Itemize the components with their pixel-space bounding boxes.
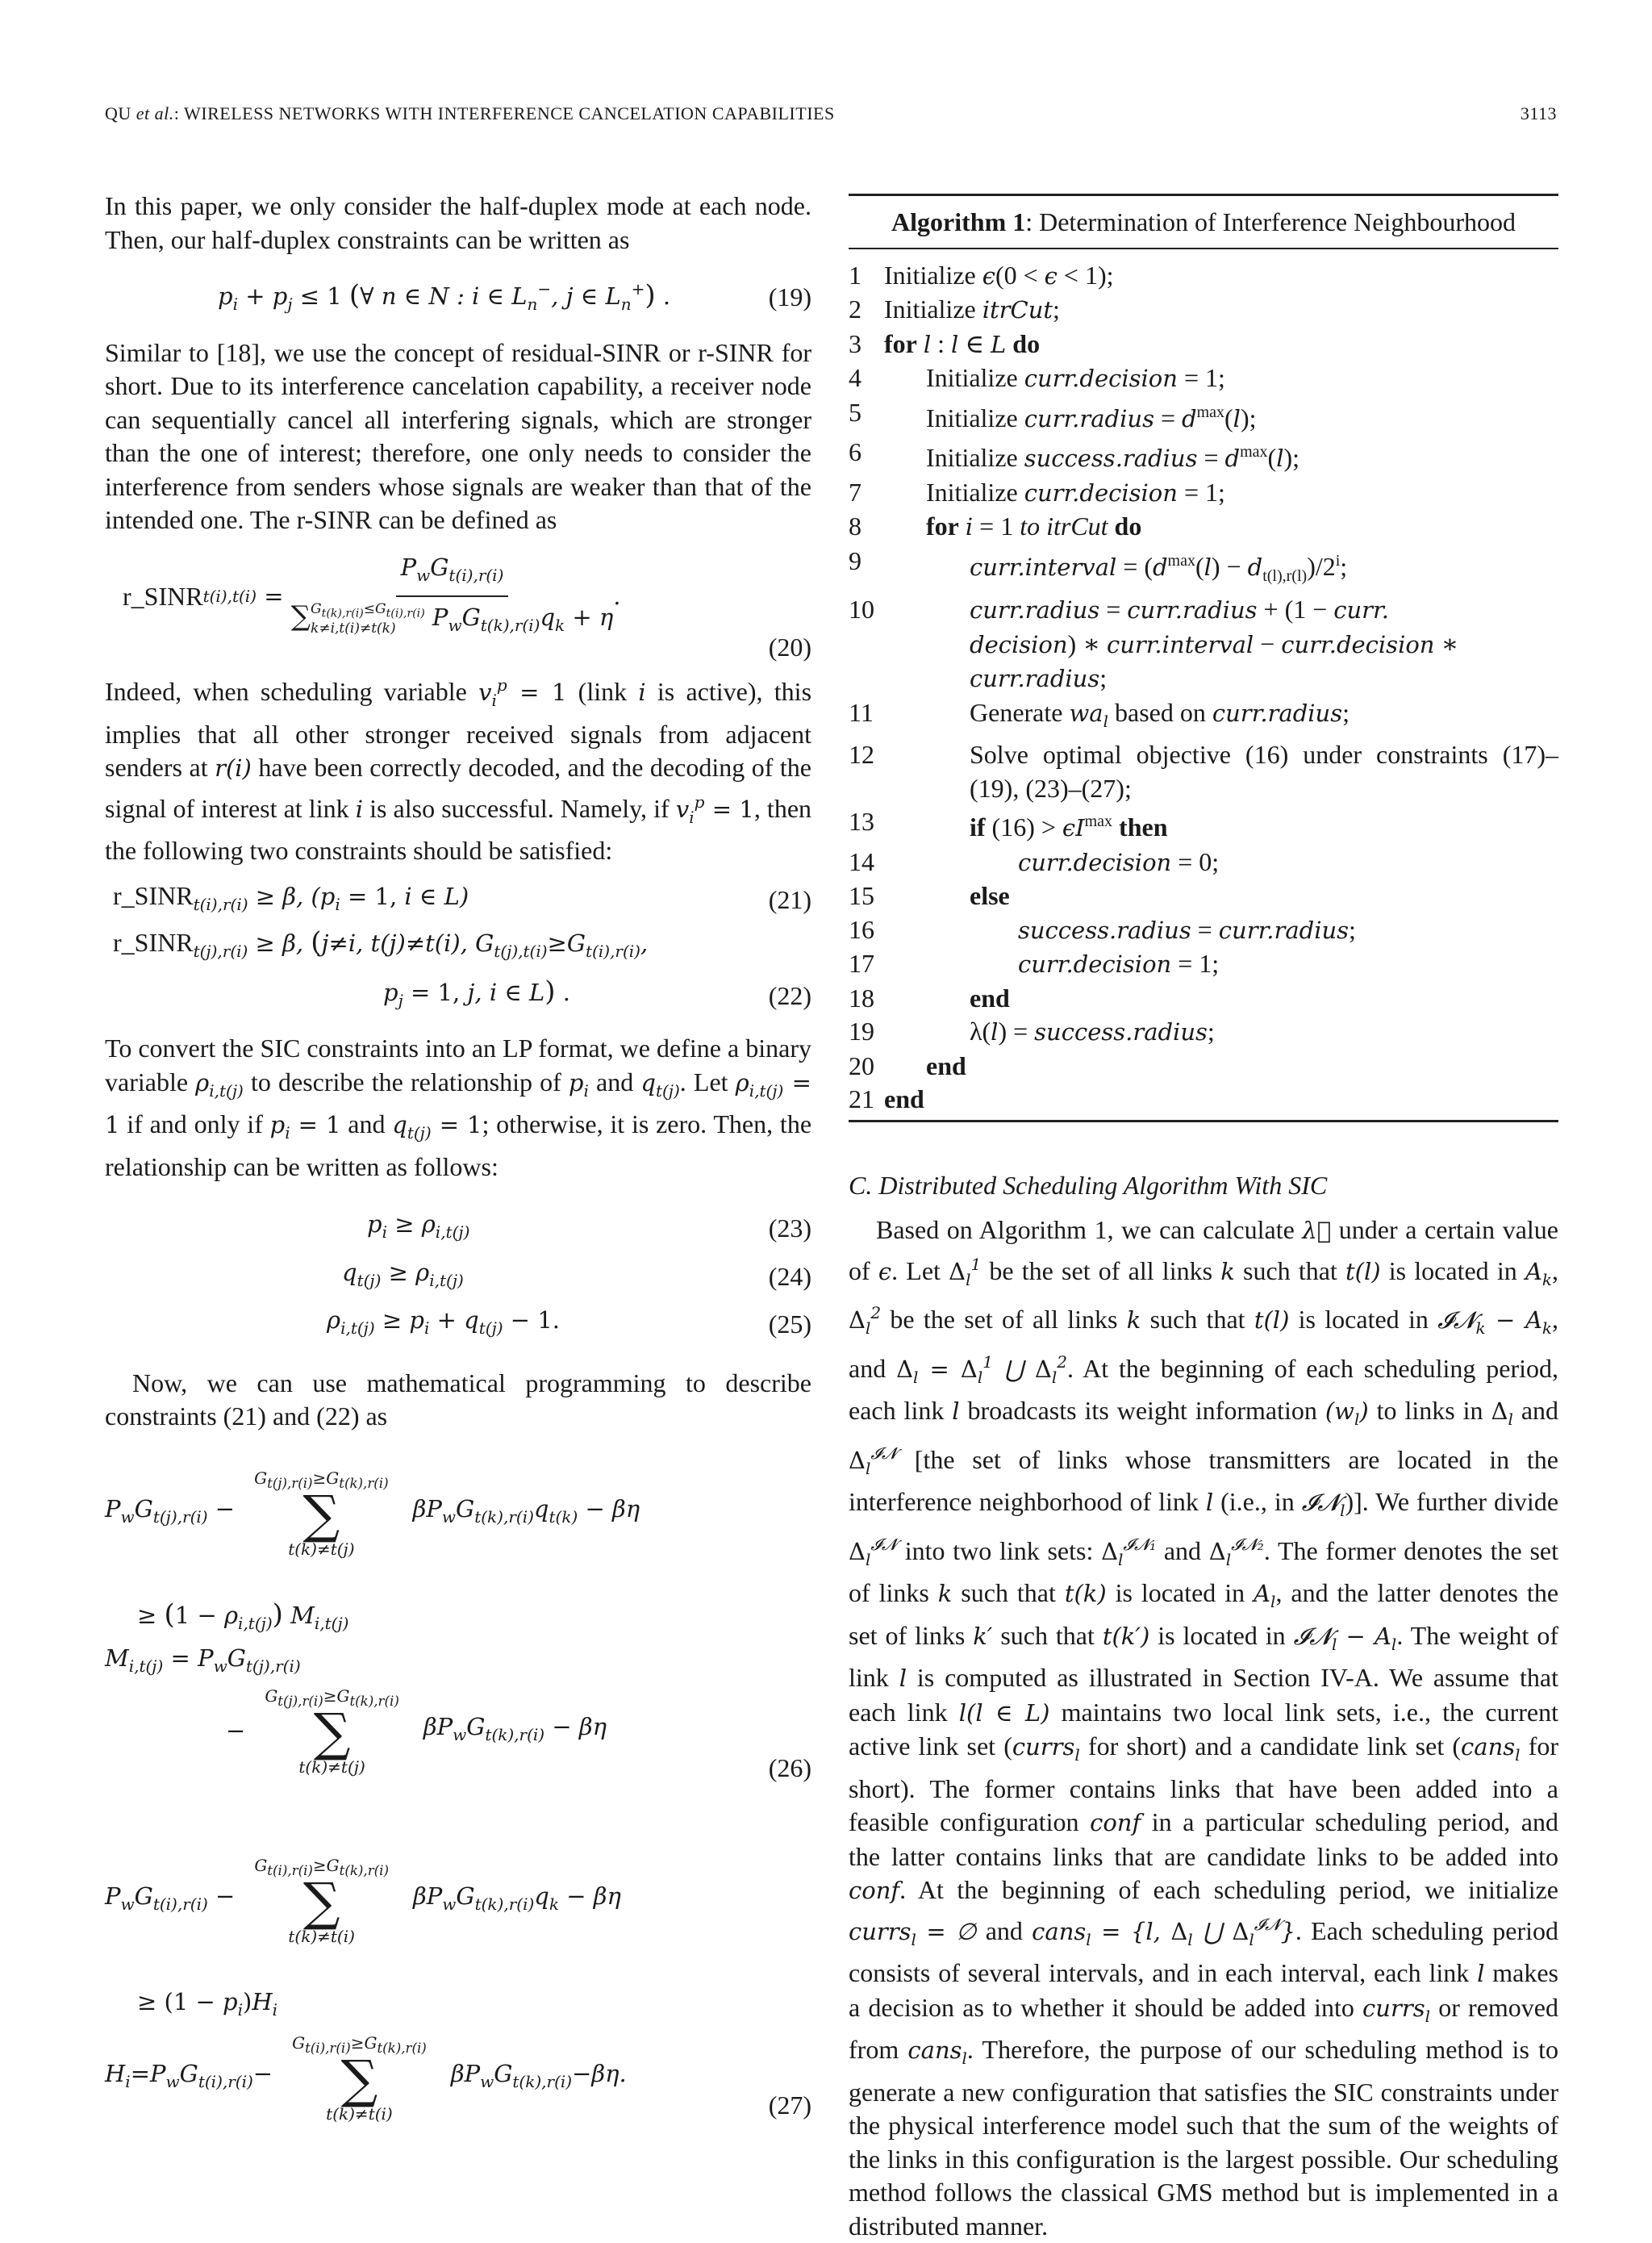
algorithm-line: 15 else [849,881,1010,910]
equation-19 [105,273,811,322]
algorithm-line: 3 for l : l ∈ L do [849,328,1041,358]
equation-26-line-1: $P_wG_{t(j),r(i)}$ − $G_{t(j),r(i)}\ge G_{t(k),r(i)}$ ∑ t(k)≠t(j) $\beta P_wG_{t(k),r(i)}q_{t(k)} - \beta\eta$ [105,1468,640,1559]
equation-27-line-2: ≥ $(1 - p_i)H_i$ [137,1987,278,2020]
equation-21-body: $r\_SINR_{t(i),r(i)} \ge \beta$, ($p_i = 1$, i ∈ L) [113,880,469,914]
equation-26-line-2: ≥ $(1 - \rho_{i,t(j)})$ $M_{i,t(j)}$ [137,1598,349,1633]
algorithm-line: 10 curr.radius = curr.radius + (1 − curr. decision) ∗ curr.interval − curr.decision ∗ curr.radius; [849,595,1459,692]
algorithm-line: 4 Initialize curr.decision = 1; [849,363,1225,392]
header-author: QU [105,103,131,123]
algorithm-line: 12 Solve optimal objective (16) under constraints (17)–(19), (23)–(27); [849,740,1558,803]
algorithm-line: 19 λ(l) = success.radius; [849,1017,1215,1046]
equation-26-line-3: $M_{i,t(j)} = P_wG_{t(j),r(i)}$ [105,1644,301,1676]
algorithm-line: 1 Initialize ϵ(0 < ϵ < 1); [849,260,1114,290]
algorithm-line: 20 end [849,1050,966,1080]
equation-27 [105,1832,811,2155]
equation-27-line-1: $P_wG_{t(i),r(i)}$ − $G_{t(i),r(i)}\ge G_{t(k),r(i)}$ ∑ t(k)≠t(i) $\beta P_wG_{t(k),r(i)}q_k - \beta\eta$ [105,1855,621,1946]
algorithm-line: 11 Generate $wa_l$ based on curr.radius; [849,697,1350,731]
equation-20-body: r_SINR t(i),t(i) = $P_wG_{t(i),r(i)}$ ∑ $G_{t(k),r(i)}\le G_{t(i),r(i)}$ k≠i,t(i)≠t(k) $P_wG_{t(k),r(i)}q_k + \eta$ . [123,551,620,643]
equation-23-number: (23) [768,1213,811,1243]
equation-20-fraction: $P_wG_{t(i),r(i)}$ ∑ $G_{t(k),r(i)}\le G_{t(i),r(i)}$ k≠i,t(i)≠t(k) $P_wG_{t(k),r(i)}q_k + \eta$ [291,551,614,643]
algorithm-1-title: Algorithm 1: Determination of Interference Neighbourhood [849,196,1558,249]
algorithm-line: 17 curr.decision = 1; [849,949,1220,978]
equation-22-line-1 [105,926,811,969]
algorithm-line: 14 curr.decision = 0; [849,846,1220,876]
header-et-al: et al. [136,103,174,123]
equation-22-line-2: $p_j = 1$, j, i ∈ L) . (22) [105,975,811,1018]
equation-26-line-4: − $G_{t(j),r(i)}\ge G_{t(k),r(i)}$ ∑ t(k)≠t(j) $\beta P_wG_{t(k),r(i)} - \beta\eta$ [226,1685,607,1777]
algorithm-1-body [849,249,1558,1120]
equation-21-number: (21) [768,885,811,914]
equation-24 [105,1256,811,1298]
equation-25 [105,1304,811,1346]
left-column [105,190,811,2155]
right-column [849,194,1558,2243]
algorithm-line: 16 success.radius = curr.radius; [849,914,1356,944]
section-heading: C. Distributed Scheduling Algorithm With SIC [849,1170,1328,1200]
paragraph-math-programming: Now, we can use mathematical programming to describe constraints (21) and (22) as [105,1368,811,1431]
equation-23-body: $p_i \ge \rho_{i,t(j)}$ [367,1210,470,1242]
paragraph-distributed-scheduling: Based on Algorithm 1, we can calculate λ⃗ under a certain value of ϵ. Let $\Delta_l^1$ be the set of all links k such that t(l) is located in $A_k$, $\Delta_l^2$ be the set of all links k such that t(l) is located in 𝓘𝓝$_k$ − $A_k$, and $\Delta_l = \Delta_l^1$ ⋃ $\Delta_l^2$. At the beginning of each scheduling period, each link l broadcasts its weight information $(w_l)$ to links in $\Delta_l$ and $\Delta_l^{𝓘𝓝}$ [the set of links whose transmitters are located in the interference neighborhood of link l (i.e., in 𝓘𝓝$_l$)]. We further divide $\Delta_l^{𝓘𝓝}$ into two link sets: $\Delta_l^{𝓘𝓝_1}$ and $\Delta_l^{𝓘𝓝_2}$. The former denotes the set of links k such that t(k) is located in $A_l$, and the latter denotes the set of links k′ such that t(k′) is located in 𝓘𝓝$_l$ − $A_l$. The weight of link l is computed as illustrated in Section IV-A. We assume that each link l(l ∈ L) maintains two local link sets, i.e., the current active link set (currs$_l$ for short) and a candidate link set (cans$_l$ for short). The former contains links that have been added into a feasible configuration conf in a particular scheduling period, and the latter contains links that are candidate links to be added into conf. At the beginning of each scheduling period, we initialize currs$_l$ = ∅ and cans$_l$ = {l, $\Delta_l$ ⋃ $\Delta_l^{𝓘𝓝}$}. Each scheduling period consists of several intervals, and in each interval, each link l makes a decision as to whether it should be added into currs$_l$ or removed from cans$_l$. Therefore, the purpose of our scheduling method is to generate a new configuration that satisfies the SIC constraints under the physical interference model such that the sum of the weights of the links in this configuration is the largest possible. Our scheduling method follows the classical GMS method but is implemented in a distributed manner. [849,1215,1559,2241]
paragraph-scheduling: Indeed, when scheduling variable $v_i^p = 1$ (link i is active), this implies that all other stronger received signals from adjacent senders at r(i) have been correctly decoded, and the decoding of the signal of interest at link i is also successful. Namely, if $v_i^p = 1$, then the following two constraints should be satisfied: [105,675,812,865]
equation-20 [105,552,811,642]
algorithm-line: 18 end [849,983,1010,1013]
running-head [105,103,1557,124]
equation-27-number: (27) [768,2090,811,2120]
equation-26-number: (26) [768,1752,811,1782]
algorithm-line: 13 if $(16) > \epsilon I^{max}$ then [849,807,1168,842]
equation-20-name: r_SINR [123,581,203,611]
equation-19-number: (19) [768,282,811,311]
algorithm-line: 6 Initialize success.radius = $d^{max}(l)$; [849,437,1300,472]
equation-27-line-3: $H_i=P_wG_{t(i),r(i)}-$ $G_{t(i),r(i)}\ge G_{t(k),r(i)}$ ∑ t(k)≠t(i) $\beta P_wG_{t(k),r(i)}-\beta\eta$. [105,2032,627,2124]
equation-26 [105,1445,811,1897]
algorithm-1-box [849,194,1558,1122]
paragraph-half-duplex: In this paper, we only consider the half-duplex mode at each node. Then, our half-duplex constraints can be written as [105,191,811,254]
equation-25-body: $\rho_{i,t(j)} \ge p_i + q_{t(j)} - 1$. [327,1306,560,1338]
header-title: : WIRELESS NETWORKS WITH INTERFERENCE CANCELATION CAPABILITIES [173,103,835,123]
equation-24-body: $q_{t(j)} \ge \rho_{i,t(j)}$ [342,1258,464,1290]
algorithm-line: 9 curr.interval = $(d^{max}(l) - d_{t(l),r(l)})/2^i$; [849,545,1348,585]
equation-20-number: (20) [768,632,811,662]
equation-25-number: (25) [768,1309,811,1339]
equation-21 [105,879,811,922]
equation-19-body: $p_i + p_j \le 1$ (∀ n ∈ N : i ∈ $L_n^-$, j ∈ $L_n^+$) . [218,279,671,314]
paragraph-lp-format: To convert the SIC constraints into an LP format, we define a binary variable $\rho_{i,t(j)}$ to describe the relationship of $p_i$ and $q_{t(j)}$. Let $\rho_{i,t(j)} = 1$ if and only if $p_i = 1$ and $q_{t(j)} = 1$; otherwise, it is zero. Then, the relationship can be written as follows: [105,1034,812,1181]
equation-22-body: $r\_SINR_{t(j),r(i)} \ge \beta$, (j≠i, t(j)≠t(i), $G_{t(j),t(i)}\ge G_{t(i),r(i)}$, [113,926,649,961]
algorithm-line: 7 Initialize curr.decision = 1; [849,477,1225,507]
paragraph-r-sinr: Similar to [18], we use the concept of residual-SINR or r-SINR for short. Due to its interference cancelation capability, a receiver node can sequentially cancel all interfering signals, which are stronger than the one of interest; therefore, one only needs to consider the interference from senders whose signals are weaker than that of the intended one. The r-SINR can be defined as [105,337,811,534]
algorithm-line: 21 end [849,1084,924,1113]
equation-23 [105,1208,811,1250]
equation-24-number: (24) [768,1261,811,1291]
algorithm-line: 8 for i = 1 to itrCut do [849,512,1142,541]
equation-22-number: (22) [768,981,811,1010]
algorithm-line: 5 Initialize curr.radius = $d^{max}(l)$; [849,397,1257,432]
page-number: 3113 [1520,103,1557,123]
algorithm-line: 2 Initialize itrCut; [849,294,1060,324]
